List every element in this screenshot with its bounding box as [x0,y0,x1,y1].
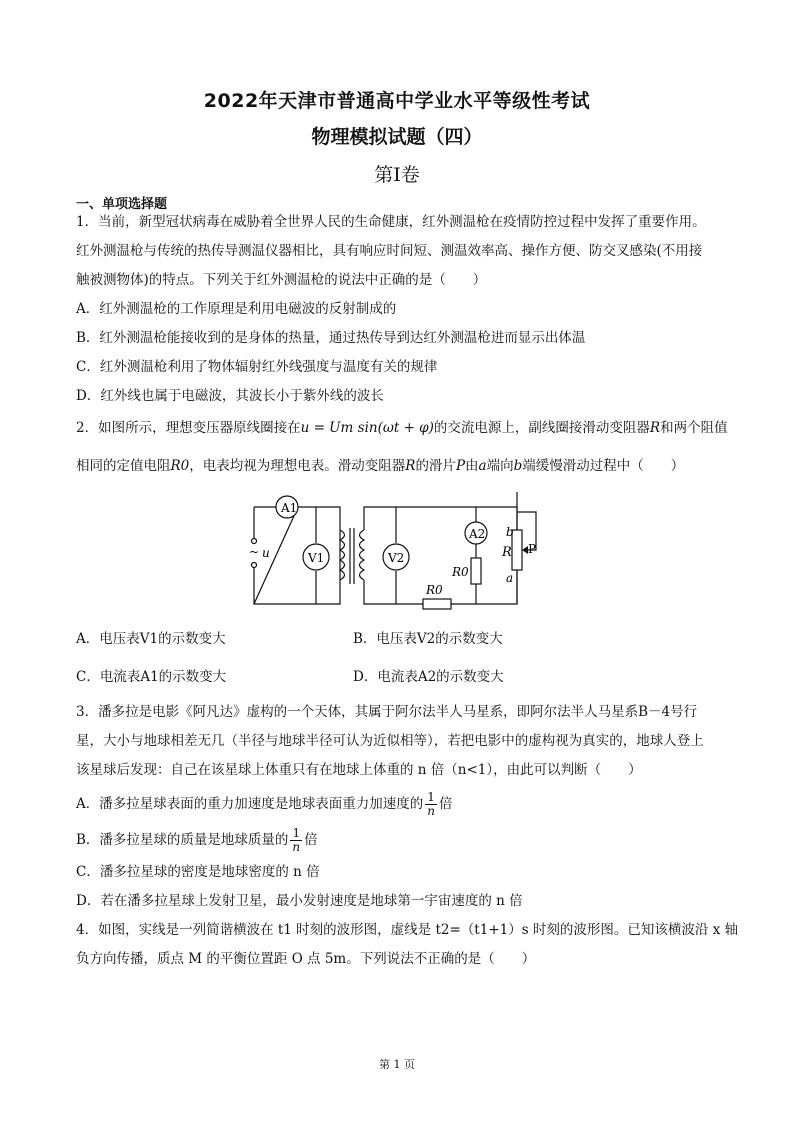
q3-option-a [76,791,452,818]
q2-var: R0 [170,458,190,474]
q2-stem-line2 [76,456,684,476]
label-a1: A1 [281,501,298,515]
label-u: u [262,546,270,560]
q2-text: 2．如图所示，理想变压器原线圈接在 [76,420,301,436]
q3-option-b-text: B．潘多拉星球的质量是地球质量的 [76,832,289,848]
q1-option-b: B．红外测温枪能接收到的是身体的热量，通过热传导到达红外测温枪进而显示出体温 [76,330,586,346]
frac-num: 1 [425,791,437,805]
q3-option-c: C．潘多拉星球的密度是地球密度的 n 倍 [76,864,320,880]
q2-var: R [405,458,416,474]
q4-stem-line1: 4．如图，实线是一列简谐横波在 t1 时刻的波形图，虚线是 t2=（t1+1）s 时刻的波形图。已知该横波沿 x 轴 [76,922,739,938]
label-r0-mid: R0 [452,565,469,579]
q2-stem-line1 [76,418,728,438]
frac-den: n [292,840,301,854]
volume-label: 第Ⅰ卷 [374,164,420,186]
transformer-circuit-diagram [240,492,540,614]
q1-stem-line3: 触被测物体)的特点。下列关于红外测温枪的说法中正确的是（ ） [76,272,487,288]
frac-den: n [427,804,435,818]
q2-var: a [478,458,487,474]
label-r0-bottom: R0 [426,583,443,597]
q3-stem-line1: 3．潘多拉是电影《阿凡达》虚构的一个天体，其属于阿尔法半人马星系，即阿尔法半人马星系B－4号行 [76,704,698,720]
q2-text: 端向 [486,458,514,474]
exam-subtitle: 物理模拟试题（四） [311,126,483,148]
q2-text: 和两个阻值 [660,420,728,436]
q2-text: ，电表均视为理想电表。滑动变阻器 [189,458,406,474]
fraction-1-over-n [425,791,437,818]
q2-option-b: B．电压表V2的示数变大 [353,631,503,647]
q2-formula: u = Um sin(ωt + φ) [300,420,434,436]
q1-option-c: C．红外测温枪利用了物体辐射红外线强度与温度有关的规律 [76,359,438,375]
q2-option-a: A．电压表V1的示数变大 [76,631,226,647]
q3-stem-line3: 该星球后发现：自己在该星球上体重只有在地球上体重的 n 倍（n<1），由此可以判断（ ） [76,762,642,778]
q1-option-d: D．红外线也属于电磁波，其波长小于紫外线的波长 [76,388,384,404]
q3-option-b-text: 倍 [304,832,318,848]
q1-option-a: A．红外测温枪的工作原理是利用电磁波的反射制成的 [76,301,397,317]
label-p: P [528,542,537,556]
resistor-r0-horizontal [423,599,451,609]
label-a: a [506,571,514,585]
q2-option-d: D．电流表A2的示数变大 [353,669,504,685]
q2-var: b [513,458,523,474]
q3-option-d: D．若在潘多拉星球上发射卫星，最小发射速度是地球第一宇宙速度的 n 倍 [76,893,523,909]
q2-var: P [455,458,466,474]
q2-option-c: C．电流表A1的示数变大 [76,669,227,685]
resistor-r0-vertical [471,558,481,584]
label-v2: V2 [388,551,405,565]
q2-text: 端缓慢滑动过程中（ ） [522,458,685,474]
q3-stem-line2: 星，大小与地球相差无几（半径与地球半径可认为近似相等），若把电影中的虚构视为真实的，地球人登上 [76,733,704,749]
section-heading: 一、单项选择题 [76,197,168,212]
q2-var: R [649,420,661,436]
label-r: R [502,545,512,560]
q3-option-b [76,827,318,854]
frac-num: 1 [290,827,302,841]
q3-option-a-text: A．潘多拉星球表面的重力加速度是地球表面重力加速度的 [76,796,424,812]
page-number: 第 1 页 [379,1058,415,1071]
exam-title: 2022年天津市普通高中学业水平等级性考试 [203,90,591,112]
q2-text: 的交流电源上，副线圈接滑动变阻器 [433,420,650,436]
q2-text: 由 [465,458,479,474]
label-v1: V1 [308,551,325,565]
q2-text: 的滑片 [415,458,456,474]
label-b: b [506,525,514,539]
fraction-1-over-n [290,827,302,854]
q3-option-a-text: 倍 [438,796,453,812]
q2-text: 相同的定值电阻 [76,458,171,474]
q1-stem-line2: 红外测温枪与传统的热传导测温仪器相比，具有响应时间短、测温效率高、操作方便、防交叉感染(不用接 [76,243,703,259]
q4-stem-line2: 负方向传播，质点 M 的平衡位置距 O 点 5m。下列说法不正确的是（ ） [76,951,536,967]
label-a2: A2 [469,527,486,541]
q1-stem-line1: 1．当前，新型冠状病毒在威胁着全世界人民的生命健康，红外测温枪在疫情防控过程中发挥了重要作用。 [76,214,706,230]
label-tilde: ~ [249,545,260,559]
